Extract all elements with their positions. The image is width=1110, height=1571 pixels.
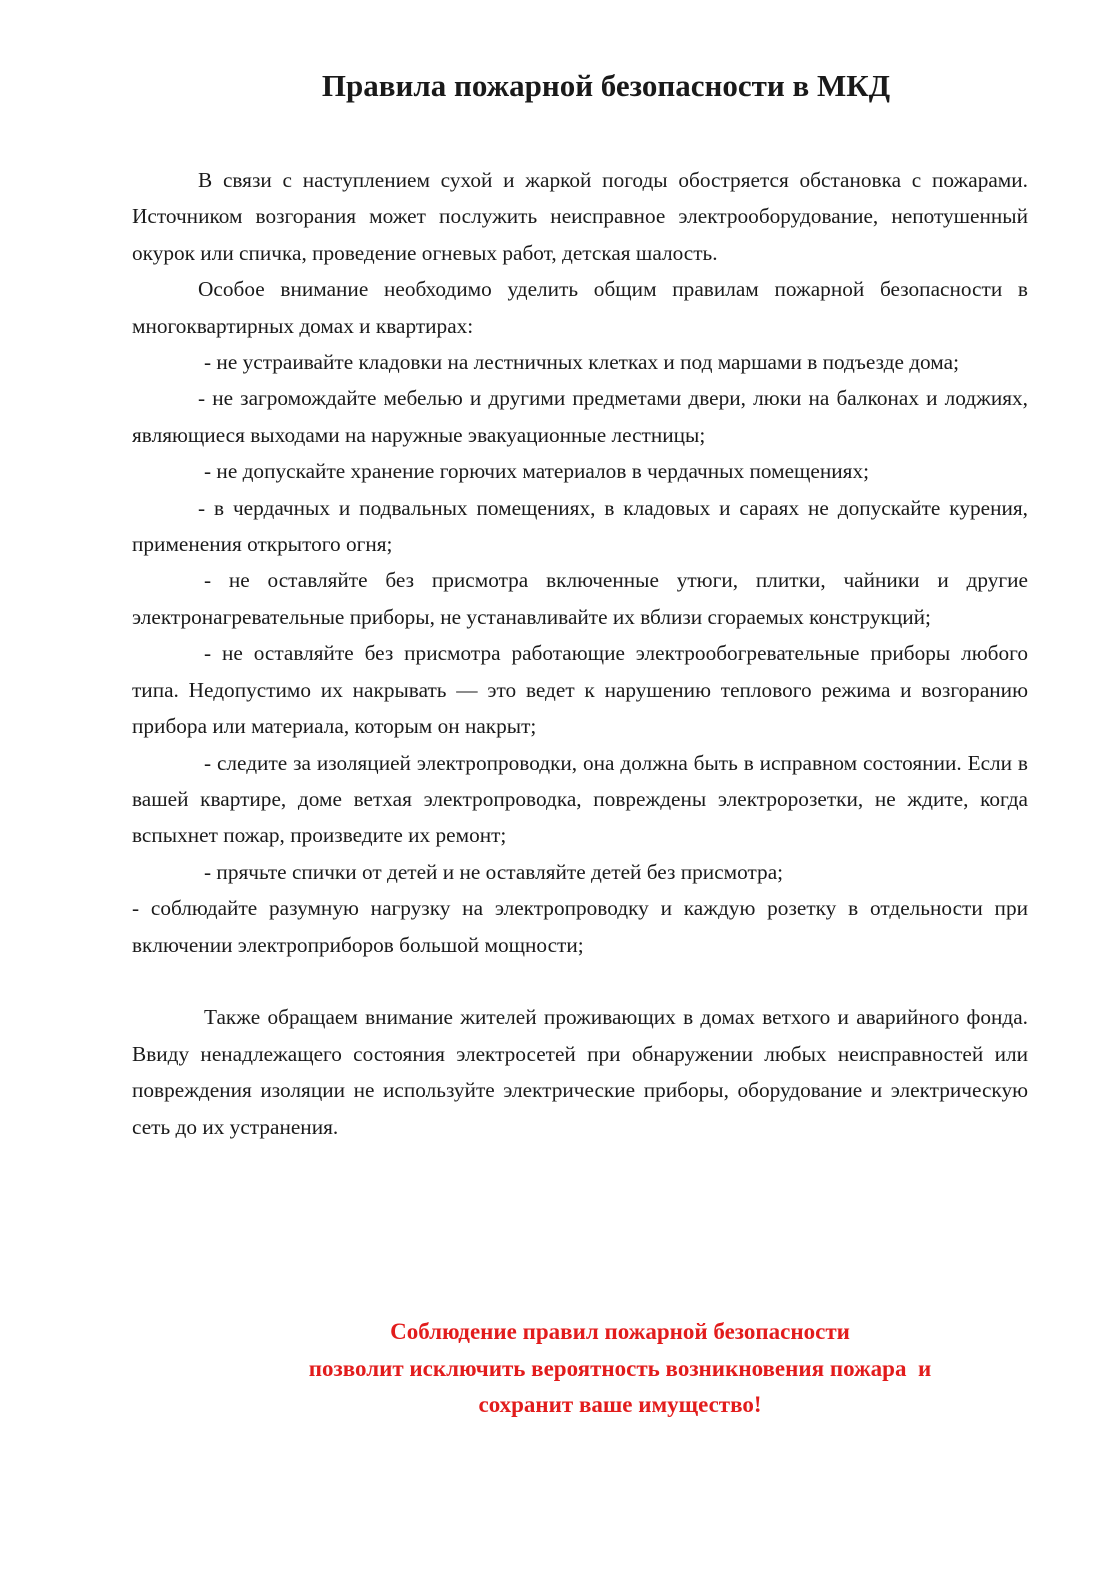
closing-line-2: позволит исключить вероятность возникновения пожара и (308, 1355, 932, 1381)
rule-item: - не устраивайте кладовки на лестничных клетках и под маршами в подъезде дома; (204, 350, 959, 375)
attention-paragraph: Особое внимание необходимо уделить общим правилам пожарной безопасности в многоквартирных домах и квартирах: (132, 277, 1028, 338)
rule-item: - не загромождайте мебелью и другими предметами двери, люки на балконах и лоджиях, являющиеся выходами на наружные эвакуационные лестницы; (132, 386, 1028, 447)
paragraph-spacer (132, 963, 1028, 999)
rule-item: - в чердачных и подвальных помещениях, в кладовых и сараях не допускайте курения, применения открытого огня; (132, 495, 1028, 557)
rule-item: - соблюдайте разумную нагрузку на электропроводку и каждую розетку в отдельности при включении электроприборов большой мощности; (132, 896, 1028, 957)
closing-line-3: сохранит ваше имущество! (478, 1392, 762, 1417)
rule-item: - не оставляйте без присмотра включенные утюги, плитки, чайники и другие электронагревательные приборы, не устанавливайте их вблизи сгораемых конструкций; (132, 568, 1028, 629)
document-body (132, 162, 1028, 1145)
rule-item: - следите за изоляцией электропроводки, она должна быть в исправном состоянии. Если в вашей квартире, доме ветхая электропроводка, повреждены электророзетки, не ждите, когда вспыхнет пожар, произведите их ремонт; (132, 750, 1028, 848)
closing-message (0, 1314, 1110, 1424)
rule-item: - не допускайте хранение горючих материалов в чердачных помещениях; (204, 459, 870, 484)
rule-item: - не оставляйте без присмотра работающие электрообогревательные приборы любого типа. Недопустимо их накрывать — это ведет к нарушению теплового режима и возгоранию прибора или материала, которым он накрыт; (132, 641, 1028, 739)
intro-paragraph: В связи с наступлением сухой и жаркой погоды обостряется обстановка с пожарами. Источником возгорания может послужить неисправное электрооборудование, непотушенный окурок или спичка, проведение огневых работ, детская шалость. (132, 168, 1028, 265)
closing-line-1: Соблюдение правил пожарной безопасности (390, 1319, 850, 1344)
notice-paragraph: Также обращаем внимание жителей проживающих в домах ветхого и аварийного фонда. Ввиду ненадлежащего состояния электросетей при обнаружении любых неисправностей или повреждения изоляции не используйте электрические приборы, оборудование и электрическую сеть до их устранения. (132, 1005, 1028, 1139)
page-title: Правила пожарной безопасности в МКД (321, 68, 891, 103)
rule-item: - прячьте спички от детей и не оставляйте детей без присмотра; (204, 859, 784, 884)
